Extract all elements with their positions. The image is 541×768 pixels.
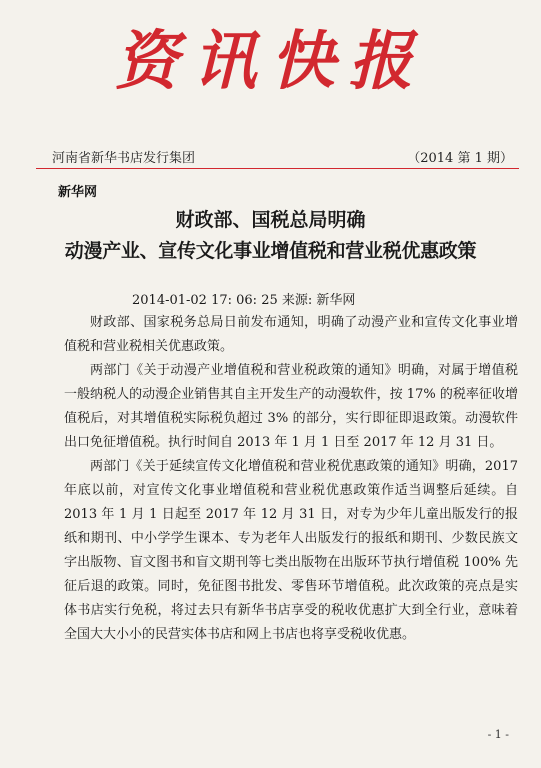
issue-number: （2014 第 1 期）: [407, 151, 513, 166]
page-number: - 1 -: [487, 728, 509, 741]
article-body: [64, 311, 518, 647]
article-paragraph: 两部门《关于延续宣传文化增值税和营业税优惠政策的通知》明确，2017 年底以前，对宣传文化事业增值税和营业税优惠政策作适当调整后延续。自 2013 年 1 月 1 日起至 2017 年 12 月 31 日，对专为少年儿童出版发行的报纸和期刊、中小学学生课本、专为老年人出版发行的报纸和期刊、少数民族文字出版物、盲文图书和盲文期刊等七类出版物在出版环节执行增值税 100% 先征后退的政策。同时，免征图书批发、零售环节增值税。此次政策的亮点是实体书店实行免税，将过去只有新华书店享受的税收优惠扩大到全行业，意味着全国大大小小的民营实体书店和网上书店也将享受税收优惠。: [64, 459, 518, 642]
publisher-name: 河南省新华书店发行集团: [52, 151, 196, 166]
article-paragraph: 两部门《关于动漫产业增值税和营业税政策的通知》明确，对属于增值税一般纳税人的动漫企业销售其自主开发生产的动漫软件，按 17% 的税率征收增值税后，对其增值税实际税负超过 3% 的部分，实行即征即退政策。动漫软件出口免征增值税。执行时间自 2013 年 1 月 1 日至 2017 年 12 月 31 日。: [64, 363, 518, 450]
masthead-title: 资讯快报: [114, 24, 427, 99]
source-tag: 新华网: [58, 185, 98, 200]
publication-meta: [52, 147, 517, 167]
article-title-line-1: 财政部、国税总局明确: [175, 209, 366, 231]
article-paragraph: 财政部、国家税务总局日前发布通知，明确了动漫产业和宣传文化事业增值税和营业税相关优惠政策。: [64, 315, 518, 354]
article-dateline: 2014-01-02 17: 06: 25 来源: 新华网: [132, 293, 356, 308]
header-divider: [36, 168, 519, 169]
article-title-line-2: 动漫产业、宣传文化事业增值税和营业税优惠政策: [64, 240, 477, 262]
